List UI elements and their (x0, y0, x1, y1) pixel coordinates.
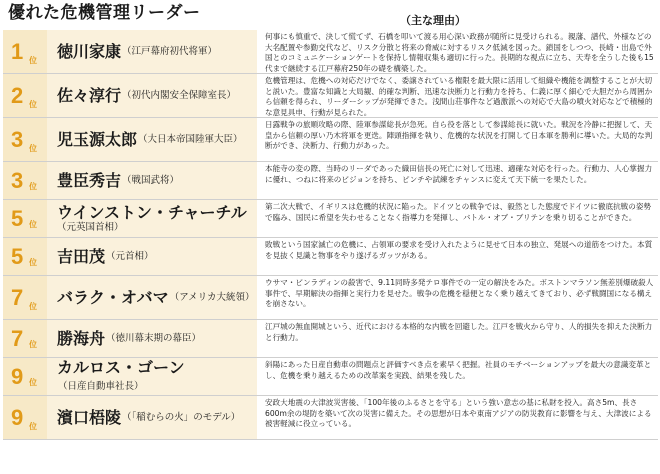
rank-cell (3, 30, 47, 73)
leader-role: （アメリカ大統領） (169, 292, 255, 303)
rank-cell (3, 162, 47, 199)
reason-cell (257, 396, 658, 439)
leader-role: （日産自動車社長） (58, 380, 144, 392)
rank-unit: 位 (29, 144, 37, 153)
rank-number: 9 (11, 404, 24, 430)
reason-text: 日露戦争の旅順攻略の際、陸軍参謀総長が急死。自ら役を落として参謀総長に就いた。戦況を冷静に把握して、天皇から信頼の厚い乃木将軍を更迭。陣頭指揮を執り、危機的な状況を打開して日本軍を勝利に導いた。大局的な判断ができ、決断力、行動力があった。 (265, 120, 653, 151)
rank-number: 5 (11, 243, 24, 269)
leader-role: （戦国武将） (122, 175, 180, 186)
table-row (3, 276, 658, 320)
reason-text: 第二次大戦で、イギリスは危機的状況に陥った。ドイツとの戦争では、毅然とした態度でドイツに徹底抗戦の姿勢で臨み、国民に希望を失わせることなく指導力を発揮し、バトル・オブ・ブリテンを乗り切ることができた。 (265, 202, 652, 222)
leader-name: 佐々淳行 (57, 86, 122, 105)
reason-cell (257, 30, 658, 73)
rank-unit: 位 (29, 220, 37, 229)
rank-number: 5 (11, 205, 24, 231)
reason-text: ウサマ・ビンラディンの殺害で、9.11同時多発テロ事件での一定の解決をみた。ボストンマラソン無差別爆破殺人事件で、早期解決の指揮と実行力を見せた。戦争の危機を穏便となく乗り越えてきており、必ず戦闘国になる構えを崩さない。 (265, 278, 654, 309)
rank-unit: 位 (29, 378, 37, 387)
leader-cell (47, 30, 257, 73)
rank-unit: 位 (29, 422, 37, 431)
leader-cell (47, 396, 257, 439)
leader-cell (47, 238, 257, 275)
leader-role: （「稲むらの火」のモデル） (122, 412, 241, 423)
leader-cell (47, 320, 257, 357)
leader-role: （江戸幕府初代将軍） (122, 46, 218, 57)
reason-text: 斜陽にあった日産自動車の問題点と評価すべき点を素早く把握。社員のモチベーションアップを最大の意識変革とし、危機を乗り越えるための改革案を実践、結果を残した。 (265, 360, 652, 380)
rank-number: 1 (11, 38, 24, 64)
reason-text: 何事にも慎重で、決して慌てず、石橋を叩いて渡る用心深い政務が随所に見受けられる。親藩、譜代、外様などの大名配置や参勤交代など、リスク分散と将来の脅威に対するリスク低減を図った。鎖国をしつつ、長崎・出島で外国とのコミュニケーションゲートを保持し情報収集も適切に行った。長期的な視点に立ち、天寿を全うした後も15代まで継続する江戸幕府250年の礎を構築した。 (265, 32, 654, 73)
reason-cell (257, 118, 658, 161)
rank-cell (3, 276, 47, 319)
leader-name: 勝海舟 (57, 329, 106, 348)
table-row (3, 74, 658, 118)
table-row (3, 200, 658, 238)
rank-cell (3, 74, 47, 117)
rank-cell (3, 320, 47, 357)
rank-unit: 位 (29, 258, 37, 267)
reason-cell (257, 162, 658, 199)
reason-cell (257, 276, 658, 319)
rank-number: 9 (11, 363, 24, 389)
rank-cell (3, 200, 47, 237)
leader-name: 濱口梧陵 (57, 408, 122, 427)
rank-unit: 位 (29, 100, 37, 109)
leader-cell (47, 200, 257, 237)
table-row (3, 30, 658, 74)
leader-cell (47, 358, 257, 395)
leader-role: （初代内閣安全保障室長） (122, 90, 237, 101)
reason-cell (257, 358, 658, 395)
rank-unit: 位 (29, 56, 37, 65)
rank-number: 7 (11, 325, 24, 351)
leader-ranking-table (3, 30, 658, 440)
rank-number: 7 (11, 284, 24, 310)
leader-cell (47, 118, 257, 161)
leader-cell (47, 74, 257, 117)
leader-name: 徳川家康 (57, 42, 122, 61)
reason-text: 本能寺の変の際、当時のリーダであった織田信長の死亡に対して迅速、適確な対応を行った。行動力、人心掌握力に優れ、つねに将来のビジョンを持ち、ピンチや試練をチャンスに変えて天下統一を果たした。 (265, 164, 653, 184)
reason-text: 江戸城の無血開城という、近代における本格的な内戦を回避した。江戸を戦火から守り、人的損失を抑えた決断力と行動力。 (265, 322, 653, 342)
reason-cell (257, 238, 658, 275)
reason-column-header: （主な理由） (400, 14, 466, 27)
leader-name: 吉田茂 (57, 247, 106, 266)
reason-text: 安政大地震の大津波災害後、「100年後のふるさとを守る」という強い意志の基に私財を投入。高さ5m、長さ600m余の堤防を築いて次の災害に備えた。その思想が日本や東南アジアの防災教育に影響を与え、大津波による被害軽減に役立っている。 (265, 398, 652, 429)
rank-number: 3 (11, 167, 24, 193)
rank-number: 2 (11, 82, 24, 108)
rank-cell (3, 396, 47, 439)
leader-role: （元首相） (106, 251, 154, 262)
leader-cell (47, 276, 257, 319)
reason-cell (257, 74, 658, 117)
table-row (3, 320, 658, 358)
reason-cell (257, 320, 658, 357)
table-row (3, 118, 658, 162)
rank-unit: 位 (29, 182, 37, 191)
rank-number: 3 (11, 126, 24, 152)
table-row (3, 162, 658, 200)
rank-cell (3, 358, 47, 395)
rank-cell (3, 118, 47, 161)
table-row (3, 358, 658, 396)
reason-text: 危機管理は、危機への対応だけでなく、委譲されている権限を最大限に活用して組織や機能を調整することが大切と説いた。豊富な知識と大局観、的確な判断、迅速な決断力と行動力を持ち、仁義に厚く細心で大胆だから周囲から信頼を得られ、リーダーシップが発揮できた。浅間山荘事件など過激派への対応で大島の噴火対応などで積極的な意見具申、行動が見られた。 (265, 76, 653, 117)
leader-name: ウインストン・チャーチル (57, 203, 247, 222)
reason-text: 敗戦という国家滅亡の危機に、占領軍の要求を受け入れたように見せて日本の独立、発展への道筋をつけた。本質を見抜く見識と物事をやり遂げるガッツがある。 (265, 240, 653, 260)
reason-cell (257, 200, 658, 237)
table-row (3, 238, 658, 276)
rank-unit: 位 (29, 340, 37, 349)
leader-role: （徳川幕末期の幕臣） (106, 333, 202, 344)
rank-cell (3, 238, 47, 275)
table-row (3, 396, 658, 440)
leader-name: 児玉源太郎 (57, 130, 138, 149)
leader-name: カルロス・ゴーン (57, 357, 185, 377)
leader-role: （大日本帝国陸軍大臣） (138, 134, 243, 145)
leader-role: （元英国首相） (57, 222, 124, 233)
leader-name: 豊臣秀吉 (57, 171, 122, 190)
page-title: 優れた危機管理リーダー (8, 3, 201, 23)
leader-cell (47, 162, 257, 199)
leader-name: バラク・オバマ (57, 288, 169, 307)
rank-unit: 位 (29, 302, 37, 311)
